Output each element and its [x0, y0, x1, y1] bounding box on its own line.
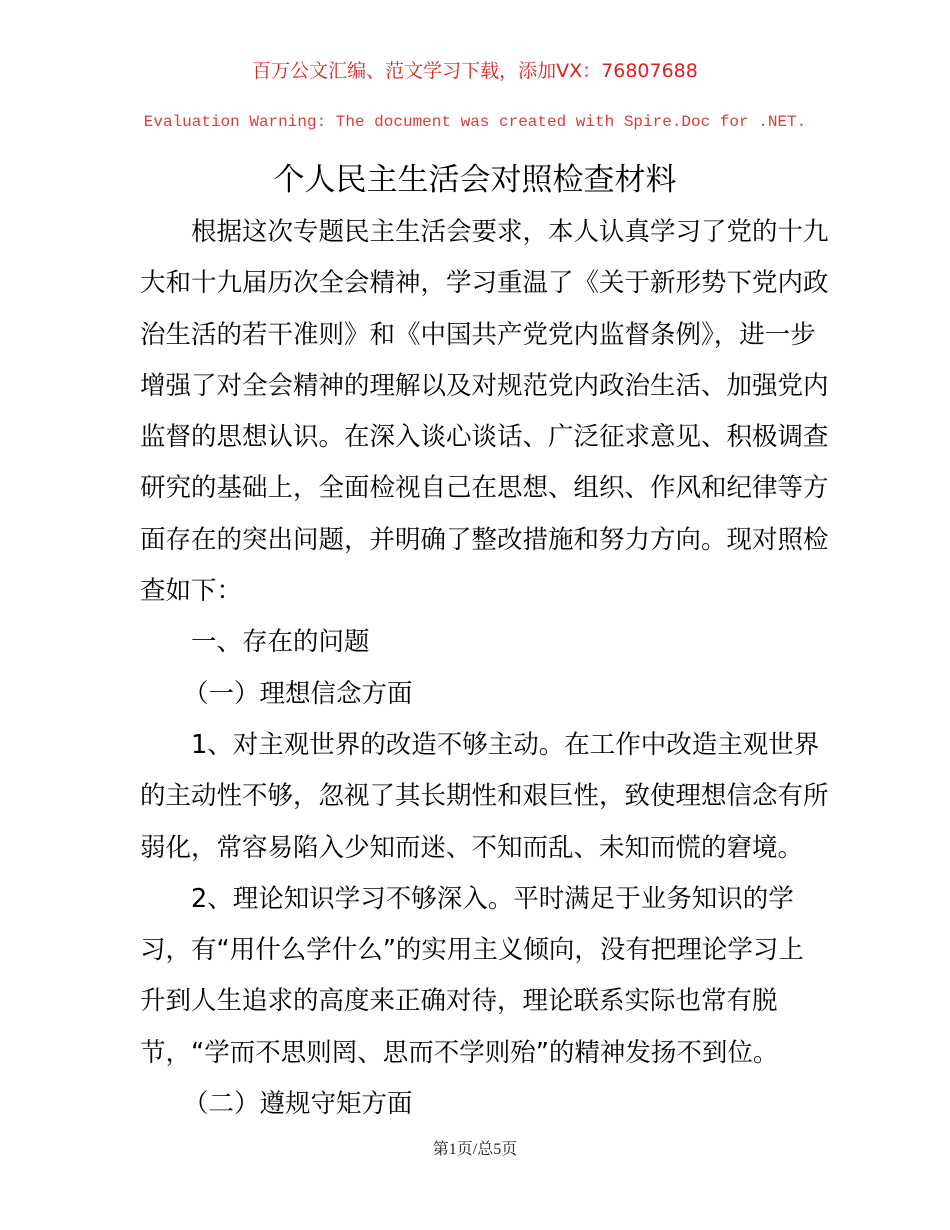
header-promo-text: 百万公文汇编、范文学习下载，添加VX：76807688	[252, 60, 698, 82]
section-heading: 一、存在的问题	[191, 627, 370, 658]
paragraph-line: 监督的思想认识。在深入谈心谈话、广泛征求意见、积极调查	[140, 422, 829, 453]
paragraph-line: 研究的基础上，全面检视自己在思想、组织、作风和纪律等方	[140, 473, 829, 504]
subsection-heading: （二）遵规守矩方面	[183, 1089, 413, 1120]
paragraph-line: 查如下：	[140, 576, 243, 607]
paragraph-line: 节，“学而不思则罔、思而不学则殆”的精神发扬不到位。	[140, 1037, 779, 1068]
paragraph-line: 根据这次专题民主生活会要求，本人认真学习了党的十九	[191, 217, 829, 247]
paragraph-line: 1、对主观世界的改造不够主动。在工作中改造主观世界	[191, 729, 820, 760]
paragraph-line: 2、理论知识学习不够深入。平时满足于业务知识的学	[191, 883, 794, 914]
paragraph-line: 大和十九届历次全会精神，学习重温了《关于新形势下党内政	[140, 268, 829, 299]
paragraph-line: 面存在的突出问题，并明确了整改措施和努力方向。现对照检	[140, 524, 829, 555]
document-body	[140, 212, 830, 1135]
page-number: 第1页/总5页	[432, 1141, 518, 1158]
paragraph-line: 习，有“用什么学什么”的实用主义倾向，没有把理论学习上	[140, 935, 804, 966]
paragraph-line: 治生活的若干准则》和《中国共产党党内监督条例》，进一步	[140, 319, 816, 350]
paragraph-line: 增强了对全会精神的理解以及对规范党内政治生活、加强党内	[140, 370, 829, 401]
evaluation-warning: Evaluation Warning: The document was created with Spire.Doc for .NET.	[143, 113, 807, 131]
subsection-heading: （一）理想信念方面	[183, 678, 413, 709]
paragraph-line: 弱化，常容易陷入少知而迷、不知而乱、未知而慌的窘境。	[140, 832, 804, 863]
document-title: 个人民主生活会对照检查材料	[273, 162, 677, 198]
paragraph-line: 的主动性不够，忽视了其长期性和艰巨性，致使理想信念有所	[140, 781, 829, 812]
paragraph-line: 升到人生追求的高度来正确对待，理论联系实际也常有脱	[140, 986, 778, 1017]
